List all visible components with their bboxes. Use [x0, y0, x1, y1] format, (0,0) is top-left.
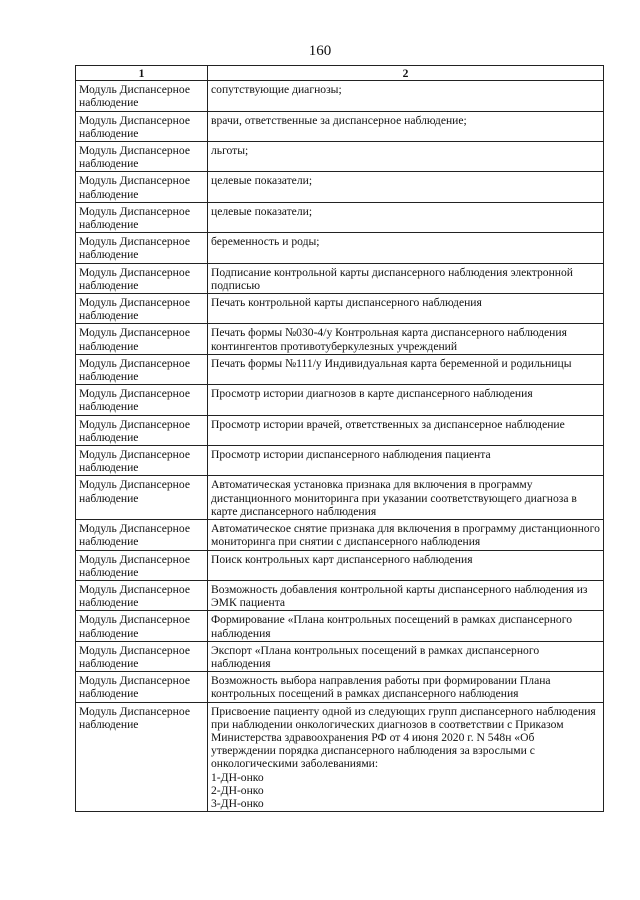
module-cell: Модуль Диспансерное наблюдение — [76, 324, 208, 354]
function-cell — [208, 81, 604, 111]
function-text: 1-ДН-онко — [211, 770, 264, 784]
module-cell: Модуль Диспансерное наблюдение — [76, 385, 208, 415]
function-cell — [208, 580, 604, 610]
function-cell — [208, 111, 604, 141]
function-cell — [208, 702, 604, 812]
module-cell: Модуль Диспансерное наблюдение — [76, 672, 208, 702]
table-row — [76, 294, 604, 324]
function-text: сопутствующие диагнозы; — [211, 83, 342, 97]
table-row — [76, 172, 604, 202]
function-text: беременность и роды; — [211, 235, 320, 249]
table-row — [76, 111, 604, 141]
function-text: Возможность выбора направления работы при формировании Плана контрольных посещений в рамках диспансерного наблюдения — [211, 674, 551, 701]
table-row — [76, 702, 604, 812]
table-row — [76, 354, 604, 384]
function-cell — [208, 172, 604, 202]
function-text: Формирование «Плана контрольных посещений в рамках диспансерного наблюдения — [211, 613, 572, 640]
function-text: Присвоение пациенту одной из следующих групп диспансерного наблюдения при наблюдении онкологических диагнозов в соответствии с Приказом Министерства здравоохранения РФ от 4 июня 2020 г. N 548н «Об утверждении порядка диспансерного наблюдения за взрослыми с онкологическими заболеваниями: — [211, 704, 596, 771]
table-row — [76, 415, 604, 445]
function-cell — [208, 446, 604, 476]
module-cell: Модуль Диспансерное наблюдение — [76, 520, 208, 550]
function-cell — [208, 202, 604, 232]
module-cell: Модуль Диспансерное наблюдение — [76, 580, 208, 610]
module-cell: Модуль Диспансерное наблюдение — [76, 611, 208, 641]
module-cell: Модуль Диспансерное наблюдение — [76, 446, 208, 476]
table-row — [76, 81, 604, 111]
module-cell: Модуль Диспансерное наблюдение — [76, 111, 208, 141]
function-text: Возможность добавления контрольной карты диспансерного наблюдения из ЭМК пациента — [211, 582, 588, 610]
table-row — [76, 641, 604, 671]
table-row — [76, 520, 604, 550]
column-header-2: 2 — [208, 66, 604, 81]
table-row — [76, 446, 604, 476]
function-cell — [208, 476, 604, 520]
function-text: Просмотр истории диагнозов в карте диспансерного наблюдения — [211, 387, 533, 401]
function-text: 3-ДН-онко — [211, 796, 264, 810]
function-cell — [208, 550, 604, 580]
requirements-table — [75, 65, 604, 812]
function-text: целевые показатели; — [211, 174, 313, 188]
module-cell: Модуль Диспансерное наблюдение — [76, 415, 208, 445]
function-cell — [208, 142, 604, 172]
module-cell: Модуль Диспансерное наблюдение — [76, 294, 208, 324]
table-row — [76, 550, 604, 580]
table-row — [76, 263, 604, 293]
function-text: Поиск контрольных карт диспансерного наблюдения — [211, 552, 473, 566]
function-text: врачи, ответственные за диспансерное наблюдение; — [211, 113, 467, 127]
module-cell: Модуль Диспансерное наблюдение — [76, 476, 208, 520]
table-row — [76, 476, 604, 520]
function-text: Автоматическая установка признака для включения в программу дистанционного мониторинга при указании соответствующего диагноза в карте диспансерного наблюдения — [211, 478, 577, 518]
table-row — [76, 672, 604, 702]
function-text: льготы; — [211, 144, 249, 158]
function-text: Автоматическое снятие признака для включения в программу дистанционного мониторинга при снятии с диспансерного наблюдения — [211, 522, 600, 549]
function-text: Печать контрольной карты диспансерного наблюдения — [211, 296, 482, 310]
table-row — [76, 142, 604, 172]
module-cell: Модуль Диспансерное наблюдение — [76, 641, 208, 671]
function-cell — [208, 385, 604, 415]
table-body — [76, 81, 604, 812]
table-row — [76, 324, 604, 354]
table-row — [76, 385, 604, 415]
function-cell — [208, 611, 604, 641]
table-row — [76, 580, 604, 610]
module-cell: Модуль Диспансерное наблюдение — [76, 81, 208, 111]
module-cell: Модуль Диспансерное наблюдение — [76, 172, 208, 202]
function-cell — [208, 354, 604, 384]
column-header-1: 1 — [76, 66, 208, 81]
module-cell: Модуль Диспансерное наблюдение — [76, 354, 208, 384]
table-row — [76, 233, 604, 263]
module-cell: Модуль Диспансерное наблюдение — [76, 233, 208, 263]
function-cell — [208, 233, 604, 263]
function-cell — [208, 415, 604, 445]
function-text: Просмотр истории диспансерного наблюдения пациента — [211, 448, 491, 462]
function-cell — [208, 520, 604, 550]
function-cell — [208, 641, 604, 671]
module-cell: Модуль Диспансерное наблюдение — [76, 202, 208, 232]
table-row — [76, 611, 604, 641]
module-cell: Модуль Диспансерное наблюдение — [76, 142, 208, 172]
function-cell — [208, 263, 604, 293]
function-text: целевые показатели; — [211, 204, 313, 218]
function-text: 2-ДН-онко — [211, 783, 264, 797]
function-text: Печать формы №111/у Индивидуальная карта беременной и родильницы — [211, 356, 572, 370]
function-cell — [208, 324, 604, 354]
table-row — [76, 202, 604, 232]
function-text: Просмотр истории врачей, ответственных за диспансерное наблюдение — [211, 417, 565, 431]
table-header-row — [76, 66, 604, 81]
function-cell — [208, 294, 604, 324]
module-cell: Модуль Диспансерное наблюдение — [76, 702, 208, 812]
function-cell — [208, 672, 604, 702]
function-text: Экспорт «Плана контрольных посещений в рамках диспансерного наблюдения — [211, 643, 540, 670]
function-text: Подписание контрольной карты диспансерного наблюдения электронной подписью — [211, 265, 573, 292]
module-cell: Модуль Диспансерное наблюдение — [76, 550, 208, 580]
module-cell: Модуль Диспансерное наблюдение — [76, 263, 208, 293]
function-text: Печать формы №030-4/у Контрольная карта диспансерного наблюдения контингентов противотуберкулезных учреждений — [211, 326, 567, 353]
page-number: 160 — [308, 43, 332, 59]
